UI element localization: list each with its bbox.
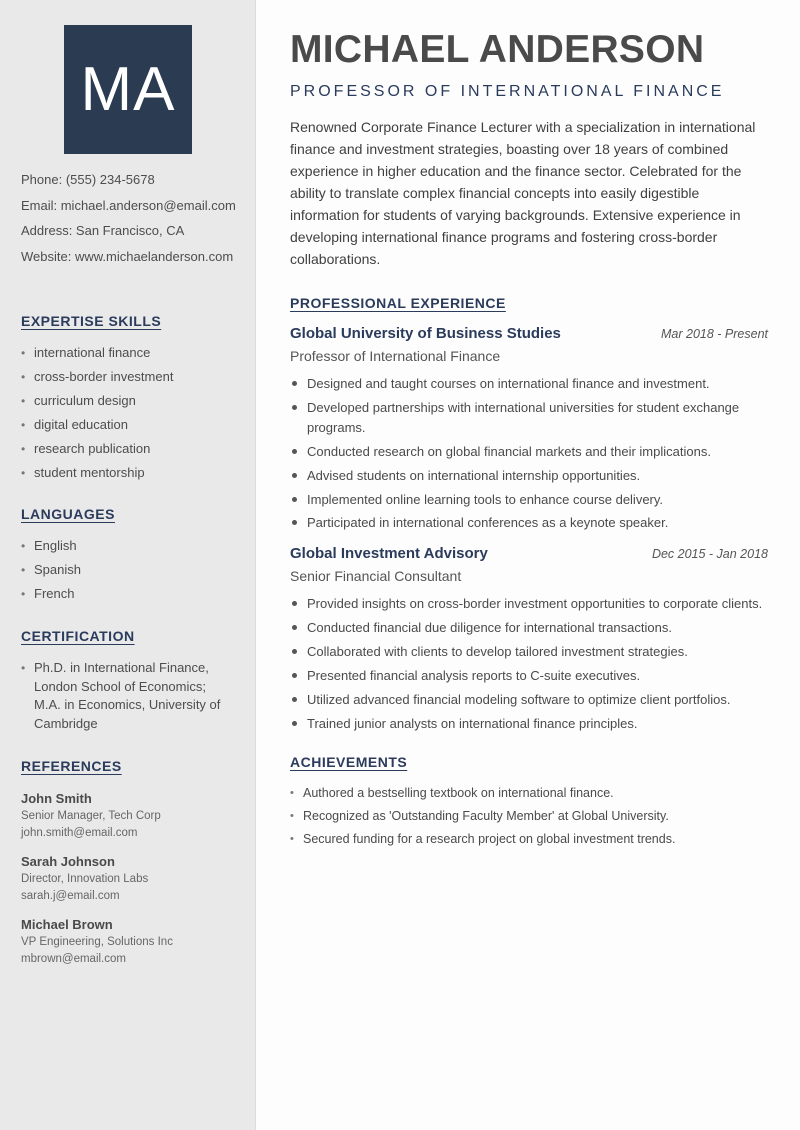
- list-item: Provided insights on cross-border investment opportunities to corporate clients.: [290, 594, 768, 614]
- reference-name: Sarah Johnson: [21, 854, 115, 869]
- list-item: • digital education: [21, 416, 241, 435]
- list-item: • Ph.D. in International Finance, London School of Economics; M.A. in Economics, University of Cambridge: [21, 659, 221, 733]
- experience-heading: PROFESSIONAL EXPERIENCE: [290, 295, 506, 311]
- reference-role: Director, Innovation Labs: [21, 873, 149, 885]
- monogram-avatar: MA: [64, 25, 192, 154]
- contact-phone: Phone: (555) 234-5678: [21, 172, 155, 187]
- list-item: • Secured funding for a research project on global investment trends.: [290, 830, 768, 848]
- job-role: Senior Financial Consultant: [290, 568, 462, 585]
- job-title: PROFESSOR OF INTERNATIONAL FINANCE: [290, 83, 725, 100]
- job-entry: [290, 545, 768, 733]
- job-bullets: [290, 374, 768, 533]
- reference-item: [21, 853, 241, 904]
- reference-item: [21, 916, 241, 967]
- reference-name: John Smith: [21, 791, 92, 806]
- reference-role: VP Engineering, Solutions Inc: [21, 936, 173, 948]
- reference-role: Senior Manager, Tech Corp: [21, 810, 161, 822]
- contact-address: Address: San Francisco, CA: [21, 223, 185, 238]
- list-item: • student mentorship: [21, 464, 241, 483]
- profile-summary: Renowned Corporate Finance Lecturer with a specialization in international finance and investment strategies, boasting over 18 years of combined experience in higher education and the finance sector. Celebrated for the ability to translate complex financial concepts into easily digestible information for students of varying backgrounds. Extensive experience in developing international finance programs and fostering cross-border collaborations.: [290, 119, 756, 267]
- list-item: Advised students on international internship opportunities.: [290, 466, 768, 486]
- candidate-name: MICHAEL ANDERSON: [290, 28, 705, 71]
- main-content: [290, 28, 768, 853]
- languages-heading: LANGUAGES: [21, 506, 115, 522]
- achievements-heading: ACHIEVEMENTS: [290, 753, 408, 770]
- list-item: • international finance: [21, 344, 241, 363]
- list-item: • English: [21, 537, 241, 556]
- job-bullets: [290, 594, 768, 733]
- reference-name: Michael Brown: [21, 917, 113, 932]
- list-item: • cross-border investment: [21, 368, 241, 387]
- reference-item: [21, 790, 241, 841]
- sidebar: [0, 0, 256, 1130]
- job-header: [290, 545, 768, 562]
- list-item: • Authored a bestselling textbook on international finance.: [290, 784, 768, 802]
- list-item: Participated in international conferences as a keynote speaker.: [290, 513, 768, 533]
- list-item: Conducted research on global financial markets and their implications.: [290, 442, 768, 462]
- skills-list: [21, 344, 241, 488]
- reference-email: john.smith@email.com: [21, 826, 138, 839]
- job-dates: Dec 2015 - Jan 2018: [651, 547, 768, 562]
- reference-email: sarah.j@email.com: [21, 889, 120, 902]
- certification-list: [21, 659, 221, 739]
- list-item: • Spanish: [21, 561, 241, 580]
- job-header: [290, 325, 768, 342]
- job-company: Global Investment Advisory: [290, 545, 488, 563]
- skills-heading: EXPERTISE SKILLS: [21, 313, 162, 329]
- reference-email: mbrown@email.com: [21, 952, 126, 965]
- references-list: [21, 790, 241, 979]
- list-item: • Recognized as 'Outstanding Faculty Member' at Global University.: [290, 807, 768, 825]
- contact-email: Email: michael.anderson@email.com: [21, 197, 236, 213]
- list-item: Utilized advanced financial modeling software to optimize client portfolios.: [290, 690, 768, 710]
- list-item: Trained junior analysts on international finance principles.: [290, 714, 768, 734]
- job-company: Global University of Business Studies: [290, 325, 561, 342]
- job-entry: [290, 325, 768, 533]
- job-dates: Mar 2018 - Present: [661, 327, 768, 341]
- list-item: Presented financial analysis reports to C-suite executives.: [290, 666, 768, 686]
- list-item: Designed and taught courses on international finance and investment.: [290, 374, 768, 394]
- list-item: Implemented online learning tools to enhance course delivery.: [290, 490, 768, 510]
- list-item: • French: [21, 585, 241, 604]
- contact-website: Website: www.michaelanderson.com: [21, 248, 234, 264]
- list-item: Collaborated with clients to develop tailored investment strategies.: [290, 642, 768, 662]
- list-item: • curriculum design: [21, 392, 241, 411]
- achievements-list: [290, 784, 768, 848]
- references-heading: REFERENCES: [21, 758, 122, 774]
- job-role: Professor of International Finance: [290, 348, 501, 364]
- list-item: • research publication: [21, 440, 241, 459]
- list-item: Developed partnerships with international universities for student exchange programs.: [290, 398, 768, 438]
- certification-heading: CERTIFICATION: [21, 628, 135, 644]
- languages-list: [21, 537, 241, 609]
- contact-info: [21, 171, 236, 273]
- list-item: Conducted financial due diligence for international transactions.: [290, 618, 768, 638]
